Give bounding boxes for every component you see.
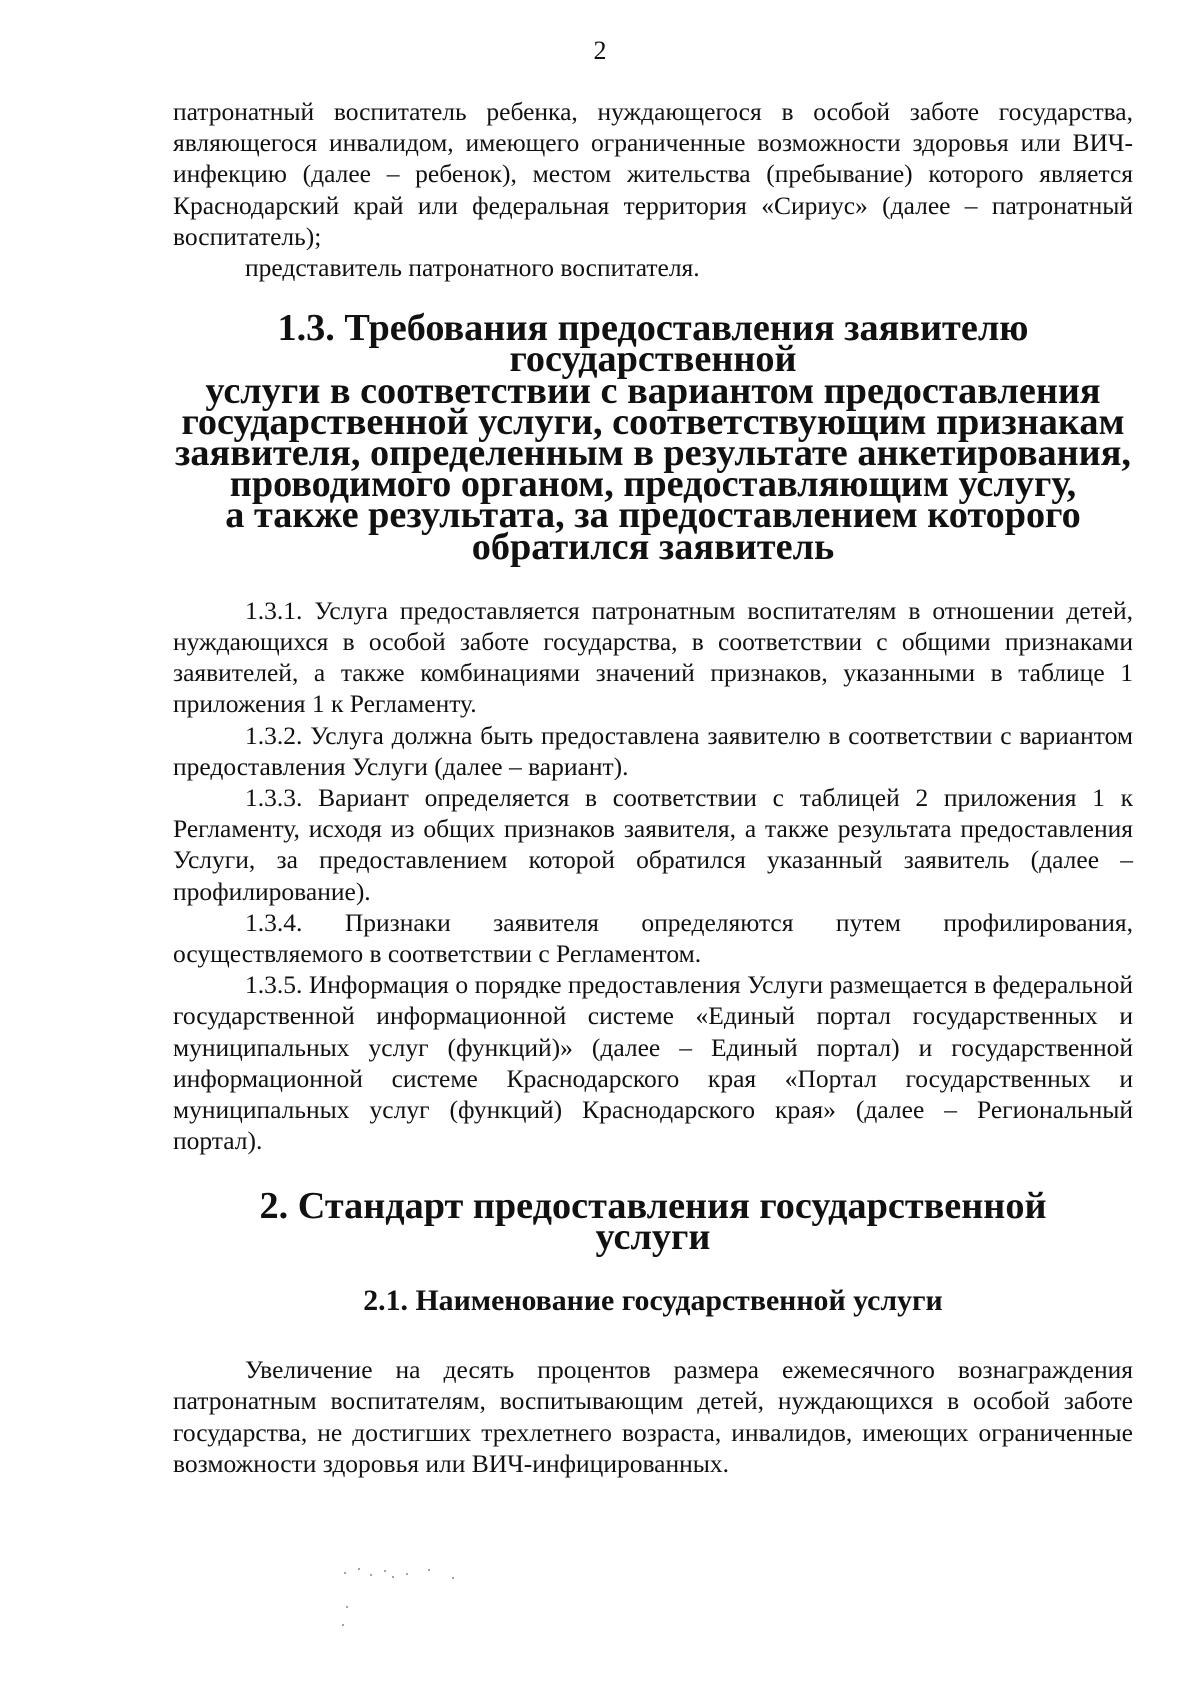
section-1-3-heading	[173, 307, 1133, 568]
heading-line: проводимого органом, предоставляющим услугу,	[229, 463, 1077, 506]
scan-specks	[340, 1564, 480, 1634]
clause-1-3-3: 1.3.3. Вариант определяется в соответствии с таблицей 2 приложения 1 к Регламенту, исходя из общих признаков заявителя, а также результата предоставления Услуги, за предоставлением которой обратился указанный заявитель (далее – профилирование).	[173, 783, 1133, 906]
heading-line: услуги	[595, 1215, 711, 1258]
intro-paragraph-2: представитель патронатного воспитателя.	[245, 253, 700, 283]
section-2-1-heading: 2.1. Наименование государственной услуги	[363, 1283, 943, 1317]
document-body	[173, 96, 1133, 1479]
heading-line: 2. Стандарт предоставления государственной	[259, 1184, 1047, 1227]
intro-paragraph-1: патронатный воспитатель ребенка, нуждающегося в особой заботе государства, являющегося инвалидом, имеющего ограниченные возможности здоровья или ВИЧ-инфекцию (далее – ребенок), местом жительства (пребывание) которого является Краснодарский край или федеральная территория «Сириус» (далее – патронатный воспитатель);	[173, 97, 1133, 251]
heading-line: государственной услуги, соответствующим признакам	[181, 400, 1125, 443]
service-name-paragraph: Увеличение на десять процентов размера ежемесячного вознаграждения патронатным воспитателям, воспитывающим детей, нуждающихся в особой заботе государства, не достигших трехлетнего возраста, инвалидов, имеющих ограниченные возможности здоровья или ВИЧ-инфицированных.	[173, 1355, 1133, 1478]
heading-line: 1.3. Требования предоставления заявителю государственной	[277, 307, 1029, 381]
clause-1-3-2: 1.3.2. Услуга должна быть предоставлена заявителю в соответствии с вариантом предоставления Услуги (далее – вариант).	[173, 720, 1133, 781]
clause-1-3-4: 1.3.4. Признаки заявителя определяются путем профилирования, осуществляемого в соответствии с Регламентом.	[173, 907, 1133, 969]
heading-line: а также результата, за предоставлением которого	[225, 494, 1081, 537]
clause-1-3-1: 1.3.1. Услуга предоставляется патронатным воспитателям в отношении детей, нуждающихся в особой заботе государства, в соответствии с общими признаками заявителей, а также комбинациями значений признаков, указанными в таблице 1 приложения 1 к Регламенту.	[173, 595, 1133, 719]
clause-1-3-5: 1.3.5. Информация о порядке предоставления Услуги размещается в федеральной государственной информационной системе «Единый портал государственных и муниципальных услуг (функций)» (далее – Единый портал) и государственной информационной системе Краснодарского края «Портал государственных и муниципальных услуг (функций) Краснодарского края» (далее – Региональный портал).	[173, 970, 1133, 1156]
page-number: 2	[593, 36, 607, 65]
section-2-heading	[173, 1184, 1133, 1258]
heading-line: услуги в соответствии с вариантом предоставления	[205, 369, 1101, 412]
heading-line: обратился заявитель	[471, 525, 835, 568]
heading-line: заявителя, определенным в результате анкетирования,	[175, 432, 1131, 475]
